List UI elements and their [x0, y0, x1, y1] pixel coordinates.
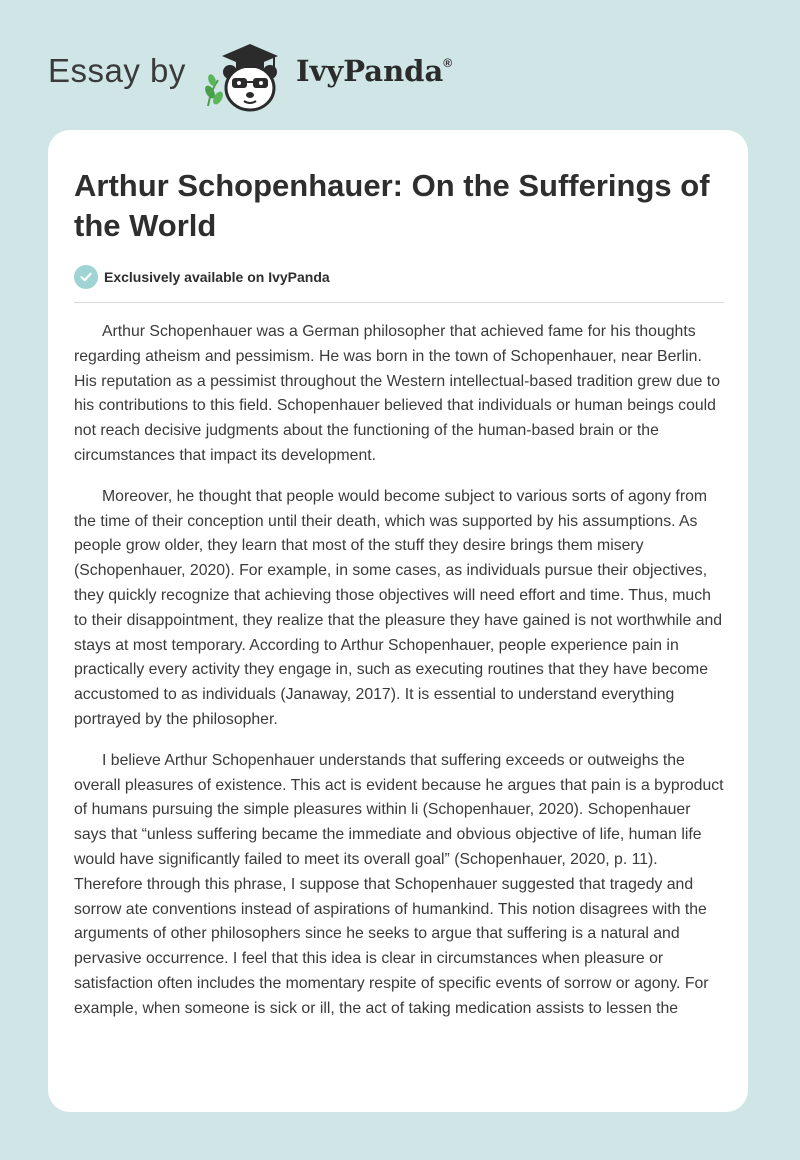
essay-card [48, 130, 748, 1112]
page-title: Arthur Schopenhauer: On the Sufferings of the World [74, 168, 710, 243]
paragraph: Moreover, he thought that people would become subject to various sorts of agony from the time of their conception until their death, which was supported by his assumptions. As people grow older, they learn that most of the stuff they desire brings them misery (Schopenhauer, 2020). For example, in some cases, as individuals pursue their objectives, they quickly recognize that achieving those objectives will need effort and time. Thus, much to their disappointment, they realize that the pleasure they have gained is not worthwhile and stays at most temporary. According to Arthur Schopenhauer, people experience pain in practically every activity they engage in, such as executing routines that they have become accustomed to as individuals (Janaway, 2017). It is essential to understand everything portrayed by the philosopher. [74, 487, 723, 728]
site-header [48, 30, 748, 110]
brand-name[interactable]: IvyPanda® [296, 54, 453, 88]
divider [74, 302, 724, 303]
paragraph: I believe Arthur Schopenhauer understands that suffering exceeds or outweighs the overall pleasures of existence. This act is evident because he argues that pain is a byproduct of humans pursuing the simple pleasures within li (Schopenhauer, 2020). Schopenhauer says that “unless suffering became the immediate and obvious objective of life, human life would have significantly failed to meet its overall goal” (Schopenhauer, 2020, p. 11). Therefore through this phrase, I suppose that Schopenhauer suggested that tragedy and sorrow ate conventions instead of aspirations of humankind. This notion disagrees with the arguments of other philosophers since he seeks to argue that suffering is a natural and pervasive occurrence. I feel that this idea is clear in circumstances when pleasure or satisfaction often includes the momentary respite of specific events of sorrow or agony. For example, when someone is sick or ill, the act of taking medication assists to lessen the [74, 751, 724, 1017]
brand-prefix: Essay by [48, 52, 186, 89]
badge-text: Exclusively available on IvyPanda [104, 269, 330, 285]
paragraph: Arthur Schopenhauer was a German philosopher that achieved fame for his thoughts regarding atheism and pessimism. He was born in the town of Schopenhauer, near Berlin. His reputation as a pessimist throughout the Western intellectual-based tradition grew due to his contributions to this field. Schopenhauer believed that individuals or human beings could not reach decisive judgments about the functioning of the human-based brain or the circumstances that impact its development. [74, 323, 720, 464]
exclusive-badge [74, 264, 330, 290]
essay-body [74, 320, 726, 1038]
check-icon [74, 265, 98, 289]
panda-graduate-icon[interactable] [200, 36, 292, 116]
